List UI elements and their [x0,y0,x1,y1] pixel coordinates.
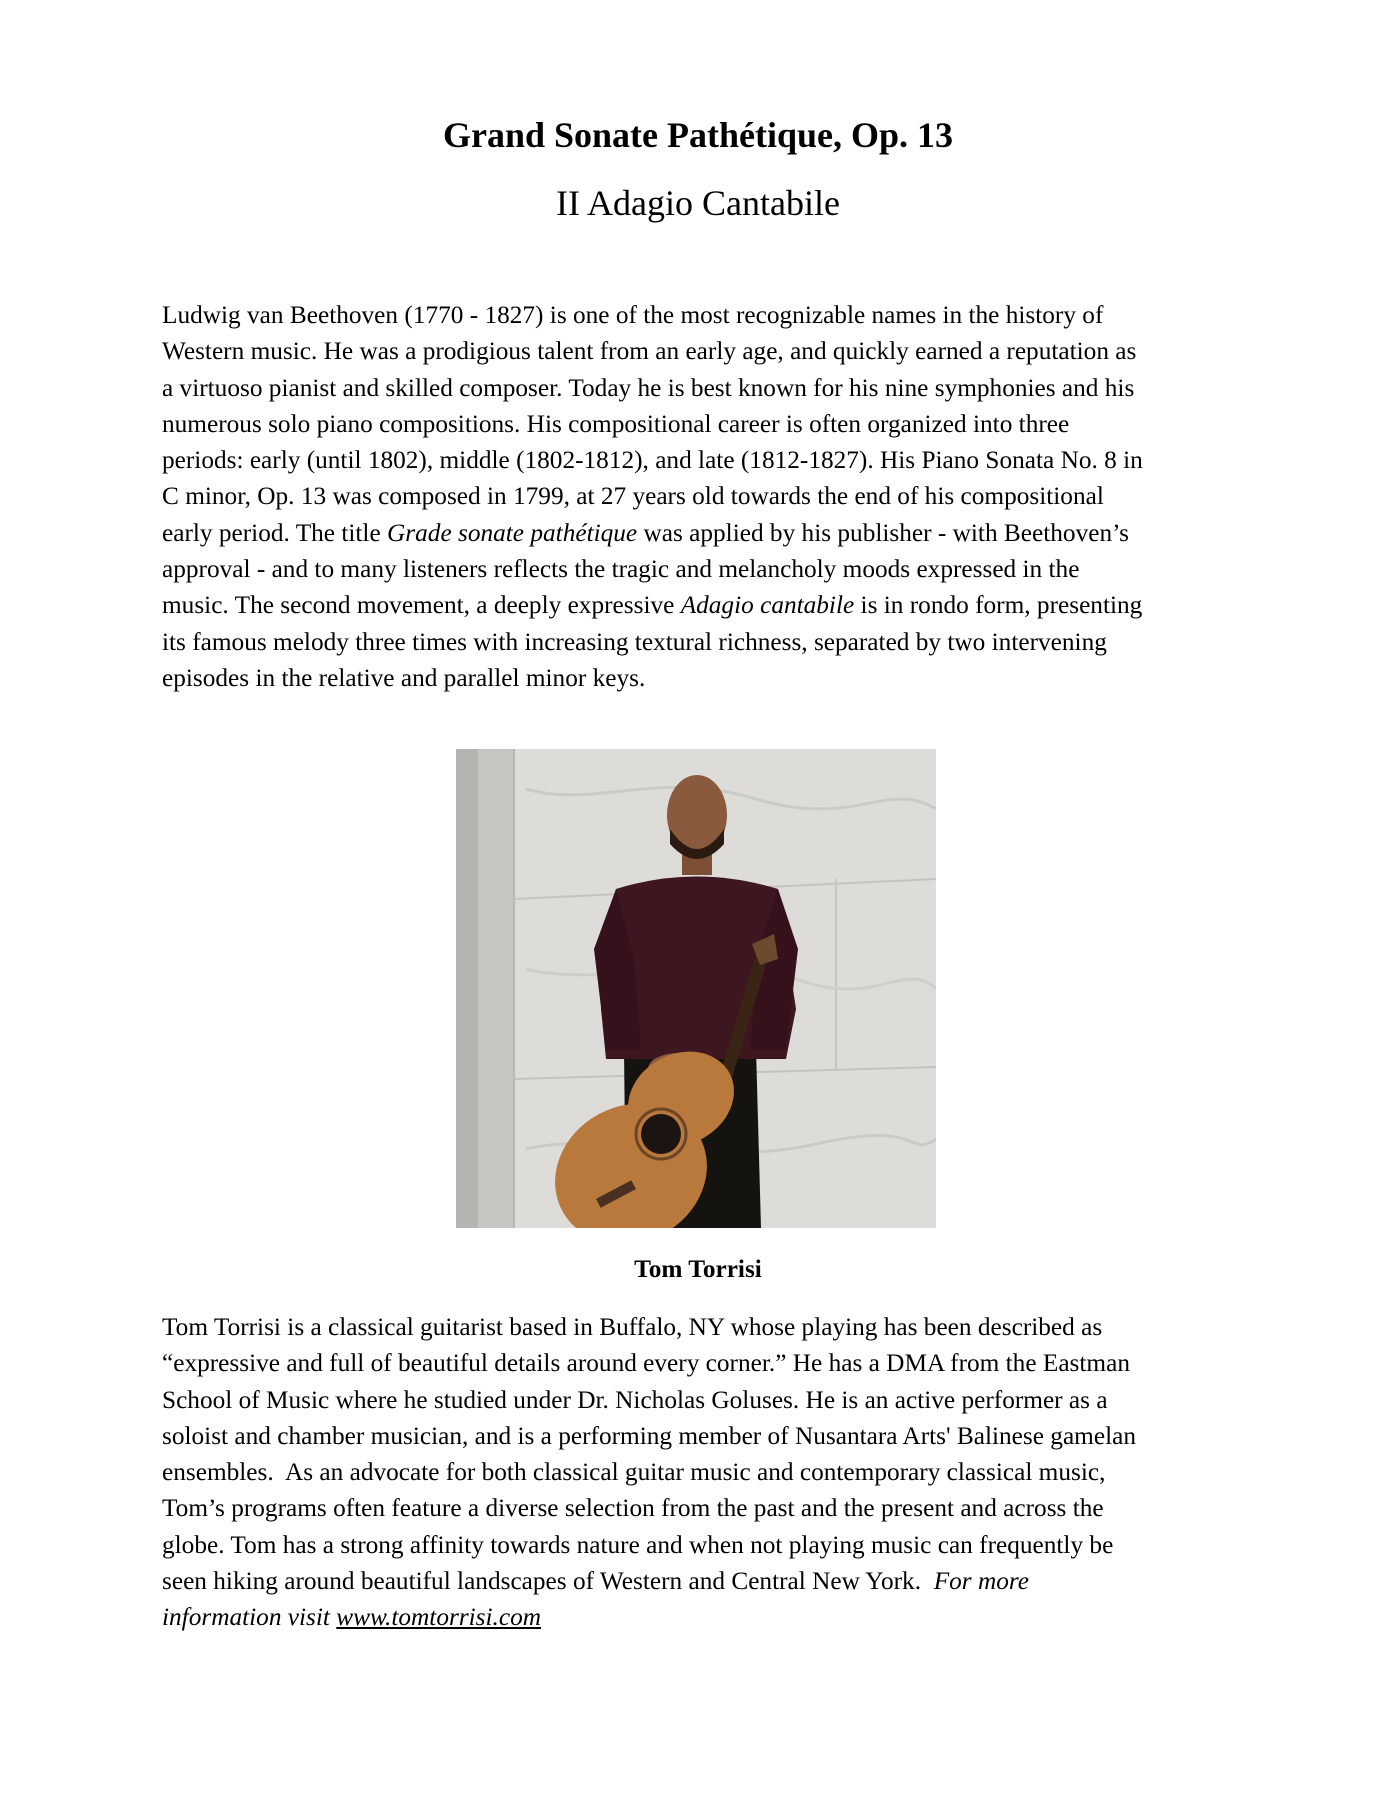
program-note-line: Ludwig van Beethoven (1770 - 1827) is one of the most recognizable names in the history of [162,301,1104,329]
program-note-line: C minor, Op. 13 was composed in 1799, at 27 years old towards the end of his compositional [162,482,1104,511]
program-note-line: Western music. He was a prodigious talent from an early age, and quickly earned a reputation as [162,337,1137,366]
program-note-text: is in rondo form, presenting [854,591,1143,620]
performer-bio-paragraph [162,1309,1244,1636]
movement-subtitle: II Adagio Cantabile [556,183,840,223]
bio-line: “expressive and full of beautiful details around every corner.” He has a DMA from the Eastman [162,1349,1130,1378]
bio-line [162,1599,1244,1635]
program-note-paragraph [162,297,1244,696]
bio-line: soloist and chamber musician, and is a performing member of Nusantara Arts' Balinese gamelan [162,1421,1136,1450]
piece-title: Grand Sonate Pathétique, Op. 13 [442,115,954,155]
bio-text: seen hiking around beautiful landscapes of Western and Central New York. [162,1567,934,1596]
program-note-line: its famous melody three times with increasing textural richness, separated by two intervening [162,627,1107,656]
bio-line: Tom’s programs often feature a diverse selection from the past and the present and across the [162,1494,1104,1523]
program-note-line: episodes in the relative and parallel minor keys. [162,663,646,692]
performer-photo [456,749,936,1228]
program-note-text: early period. The title [162,518,388,547]
performer-photo-illustration [456,749,936,1228]
program-note-line [162,587,1244,623]
bio-line: Tom Torrisi is a classical guitarist based in Buffalo, NY whose playing has been described as [162,1313,1103,1341]
program-note-line: approval - and to many listeners reflects the tragic and melancholy moods expressed in the [162,555,1080,584]
bio-line: ensembles. As an advocate for both classical guitar music and contemporary classical music, [162,1458,1106,1487]
website-link[interactable]: www.tomtorrisi.com [336,1603,542,1632]
program-note-line: numerous solo piano compositions. His compositional career is often organized into three [162,409,1070,438]
movement-title-italic: Adagio cantabile [680,591,855,620]
program-note-line: periods: early (until 1802), middle (1802-1812), and late (1812-1827). His Piano Sonata No. 8 in [162,446,1143,475]
program-note-text: music. The second movement, a deeply expressive [162,591,681,620]
program-note-line: a virtuoso pianist and skilled composer. Today he is best known for his nine symphonies and his [162,373,1135,402]
bio-line [162,1563,1244,1599]
bio-line: globe. Tom has a strong affinity towards nature and when not playing music can frequently be [162,1530,1114,1559]
performer-name-caption: Tom Torrisi [634,1255,762,1283]
bio-line: School of Music where he studied under Dr. Nicholas Goluses. He is an active performer as a [162,1385,1108,1414]
program-note-text: was applied by his publisher - with Beethoven’s [637,518,1129,547]
program-note-line [162,515,1244,551]
more-info-italic: For more [933,1567,1030,1596]
more-info-italic: information visit [162,1603,337,1632]
sonata-title-italic: Grade sonate pathétique [387,518,638,547]
